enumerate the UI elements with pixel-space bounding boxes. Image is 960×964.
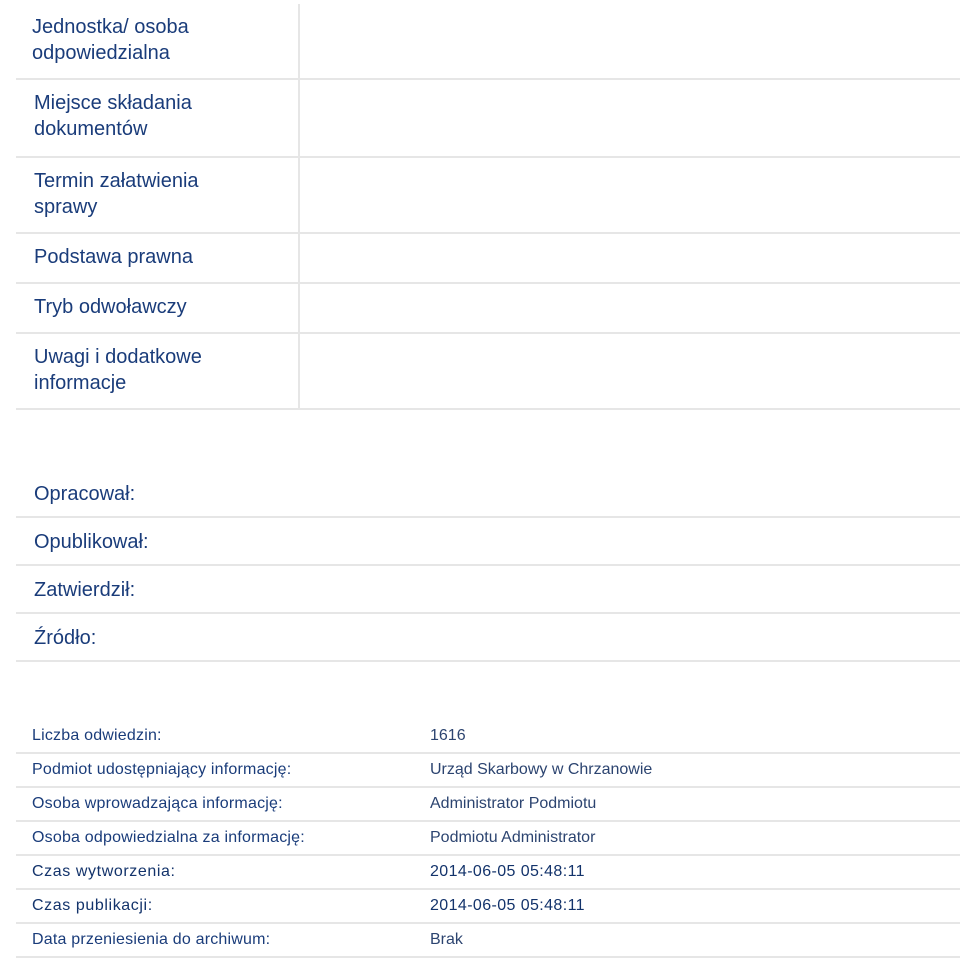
meta-label: Liczba odwiedzin: — [32, 727, 162, 744]
meta-label: Osoba wprowadzająca informację: — [32, 795, 283, 812]
meta-label: Data przeniesienia do archiwum: — [32, 931, 271, 948]
info-value — [300, 234, 960, 282]
published-by: Opublikował: — [16, 518, 960, 566]
info-row-remarks — [16, 334, 960, 410]
procedure-info-table — [16, 4, 960, 410]
label-line-1: Podstawa prawna — [34, 246, 193, 268]
info-row-submission-place — [16, 80, 960, 158]
label-line-1: Jednostka/ osoba — [32, 16, 189, 38]
meta-row-entered-by — [16, 788, 960, 822]
label-line-2: informacje — [34, 372, 127, 394]
meta-label: Czas wytworzenia: — [32, 863, 176, 880]
label-line-1: Termin załatwienia — [34, 170, 199, 192]
prepared-by: Opracował: — [16, 470, 960, 518]
source: Źródło: — [16, 614, 960, 662]
meta-row-publishing-entity — [16, 754, 960, 788]
info-label — [16, 80, 300, 156]
info-row-responsible-unit — [16, 4, 960, 80]
info-label — [16, 334, 300, 408]
meta-value: Brak — [430, 931, 463, 948]
label-line-1: Tryb odwoławczy — [34, 296, 187, 318]
info-row-processing-time — [16, 158, 960, 234]
info-label — [16, 234, 300, 282]
info-row-legal-basis — [16, 234, 960, 284]
meta-row-responsible-person — [16, 822, 960, 856]
label-line-2: sprawy — [34, 196, 98, 218]
meta-value: Administrator Podmiotu — [430, 795, 597, 812]
meta-label: Czas publikacji: — [32, 897, 153, 914]
metadata-table — [16, 720, 960, 958]
meta-label: Osoba odpowiedzialna za informację: — [32, 829, 305, 846]
label-line-1: Miejsce składania — [34, 92, 192, 114]
meta-value: Urząd Skarbowy w Chrzanowie — [430, 761, 653, 778]
info-value — [300, 4, 960, 78]
meta-label: Podmiot udostępniający informację: — [32, 761, 292, 778]
info-row-appeal-procedure — [16, 284, 960, 334]
info-value — [300, 334, 960, 408]
meta-value: 2014-06-05 05:48:11 — [430, 897, 585, 914]
info-value — [300, 158, 960, 232]
meta-row-published-at — [16, 890, 960, 924]
info-value — [300, 284, 960, 332]
meta-row-visits — [16, 720, 960, 754]
info-label — [16, 158, 300, 232]
info-label — [16, 4, 300, 78]
info-label — [16, 284, 300, 332]
author-block — [16, 470, 960, 662]
label-line-2: dokumentów — [34, 118, 148, 140]
meta-value: Podmiotu Administrator — [430, 829, 596, 846]
label-line-1: Uwagi i dodatkowe — [34, 346, 202, 368]
meta-value: 1616 — [430, 727, 466, 744]
meta-value: 2014-06-05 05:48:11 — [430, 863, 585, 880]
info-value — [300, 80, 960, 156]
approved-by: Zatwierdził: — [16, 566, 960, 614]
label-line-2: odpowiedzialna — [32, 42, 170, 64]
meta-row-created-at — [16, 856, 960, 890]
meta-row-archived-at — [16, 924, 960, 958]
